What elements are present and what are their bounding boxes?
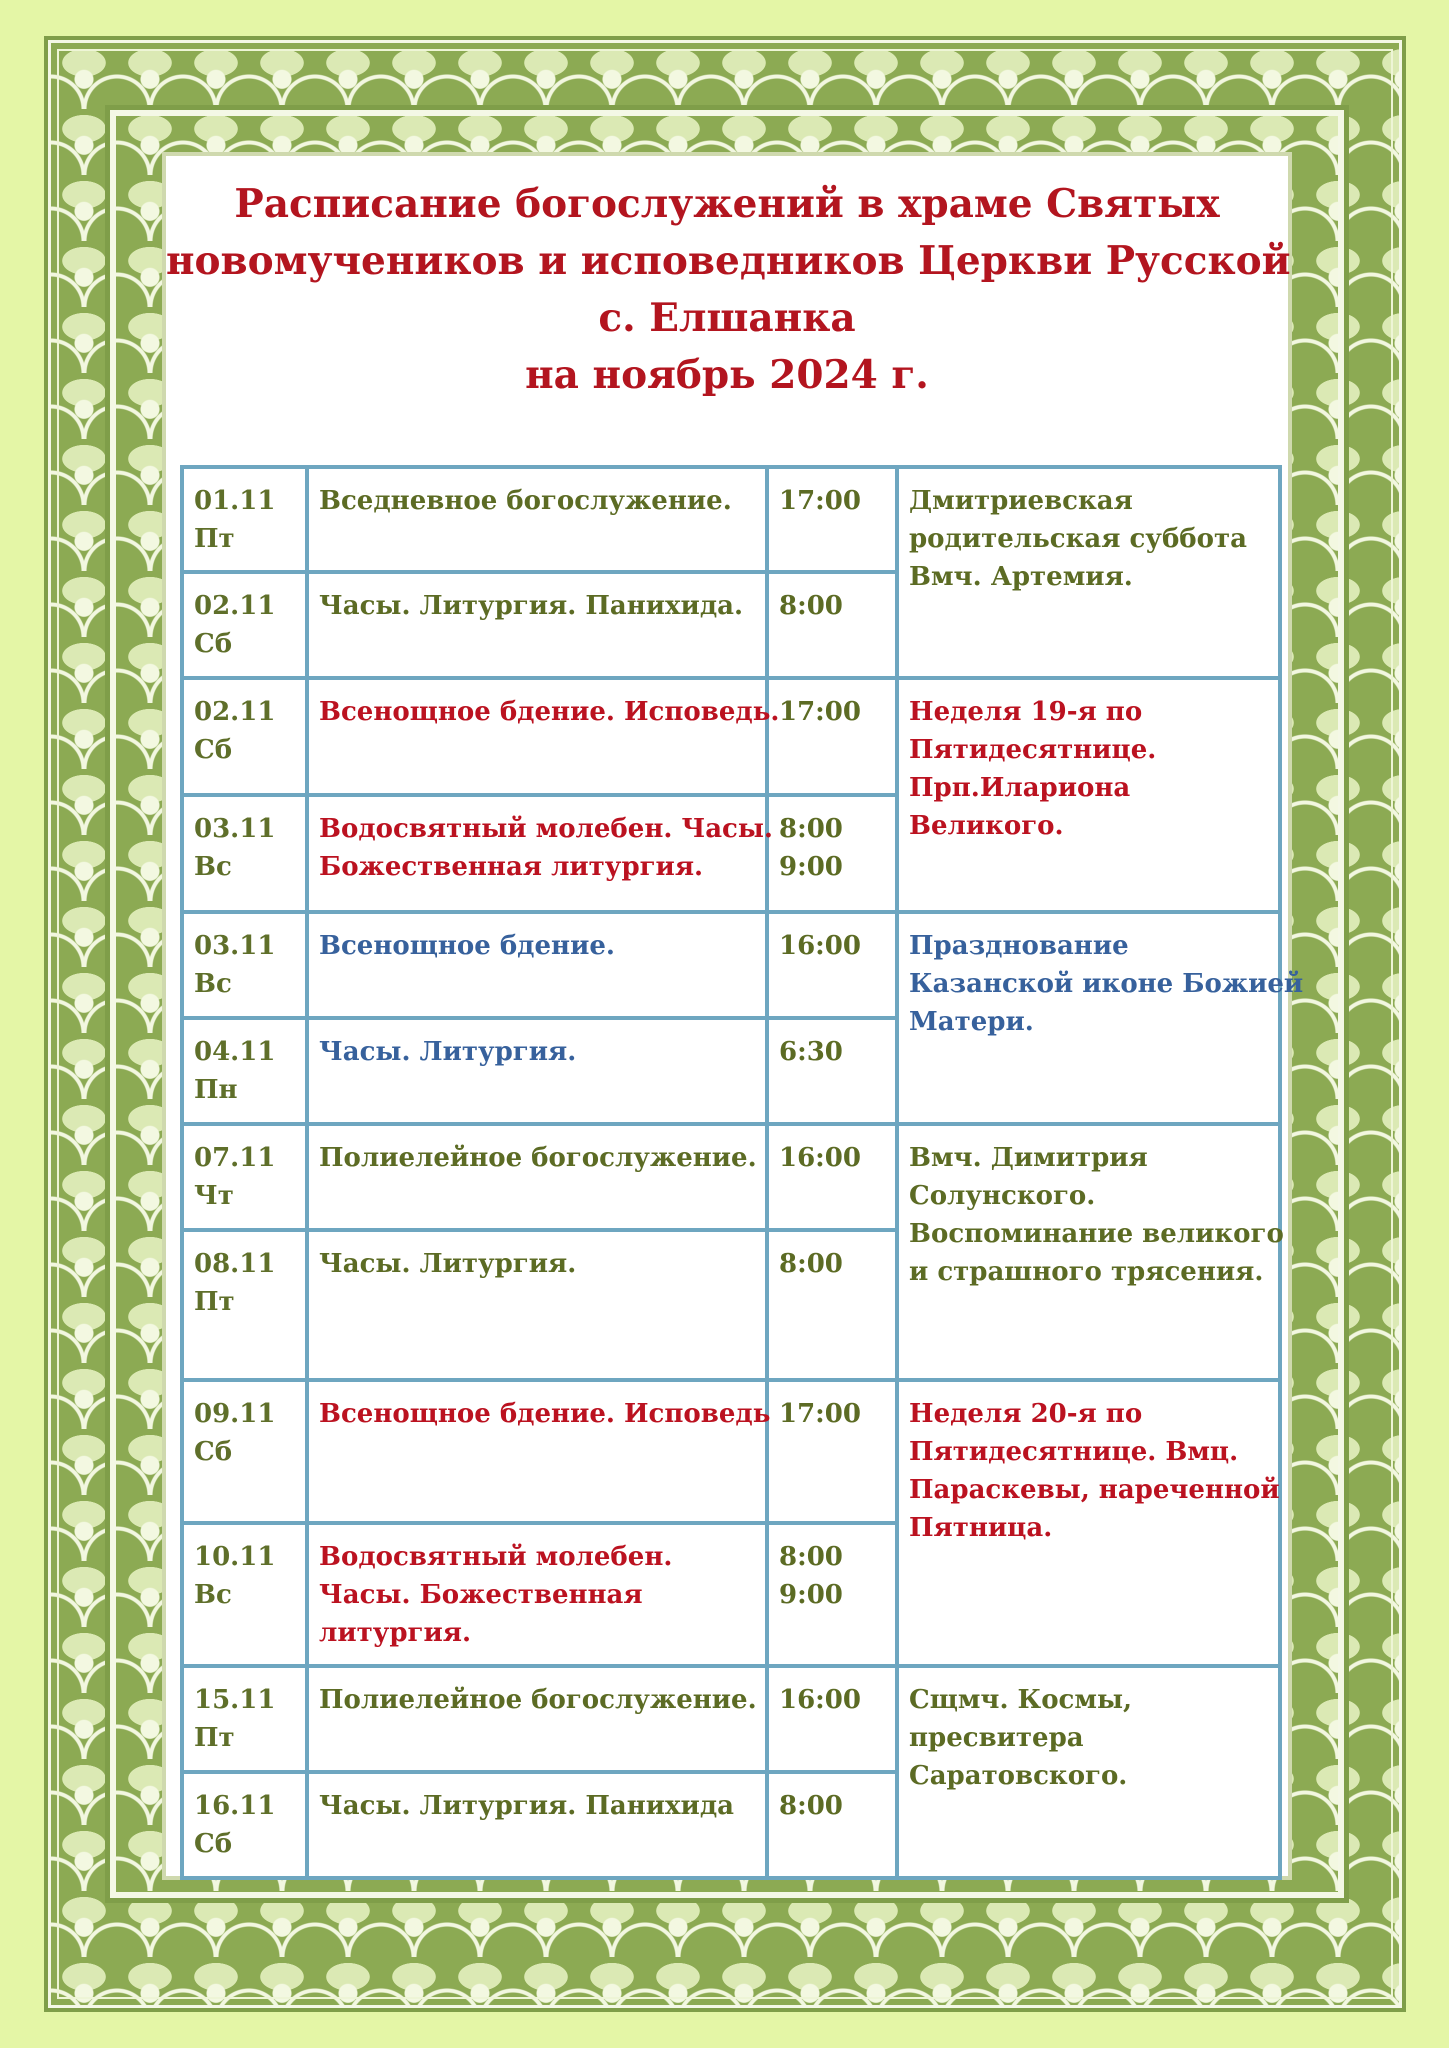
date-value: 01.11 (194, 486, 276, 516)
service-line: Водосвятный молебен. Часы. (319, 814, 773, 844)
service-cell (307, 795, 773, 912)
service-cell (307, 572, 767, 678)
title-line-1: Расписание богослужений в храме Святых (234, 181, 1220, 227)
service-line: Вседневное богослужение. (319, 486, 732, 516)
service-time: 8:00 (779, 1542, 843, 1572)
weekday: Сб (194, 735, 233, 765)
time-cell (767, 795, 897, 912)
date-cell (182, 1380, 307, 1523)
service-line: Часы. Божественная (319, 1580, 643, 1610)
service-line: Божественная литургия. (319, 852, 704, 882)
time-cell (767, 1772, 897, 1878)
feast-line: пресвитера (909, 1723, 1084, 1753)
time-cell (767, 1018, 897, 1124)
weekday: Сб (194, 629, 233, 659)
date-value: 16.11 (194, 1791, 276, 1821)
time-cell (767, 1230, 897, 1380)
weekday: Пн (194, 1075, 238, 1105)
schedule-table (180, 465, 1304, 1880)
weekday: Вс (194, 852, 232, 882)
weekday: Чт (194, 1181, 234, 1211)
date-value: 07.11 (194, 1143, 276, 1173)
service-time: 8:00 (779, 814, 843, 844)
table-row (182, 467, 1280, 572)
service-cell (307, 1230, 767, 1380)
date-cell (182, 467, 307, 572)
feast-cell (897, 678, 1280, 912)
service-time: 17:00 (779, 697, 861, 727)
time-cell (767, 572, 897, 678)
feast-line: Вмч. Артемия. (909, 562, 1133, 592)
service-time: 6:30 (779, 1037, 843, 1067)
weekday: Пт (194, 524, 235, 554)
time-cell (767, 1124, 897, 1230)
service-line: Всенощное бдение. (319, 931, 615, 961)
service-line: Всенощное бдение. Исповедь. (319, 697, 780, 727)
time-cell (767, 678, 897, 795)
service-time: 17:00 (779, 486, 861, 516)
title-line-4: на ноябрь 2024 г. (525, 352, 929, 398)
table-row (182, 1666, 1280, 1772)
service-line: Часы. Литургия. Панихида. (319, 591, 744, 621)
feast-cell (897, 1666, 1280, 1878)
feast-line: Сщмч. Космы, (909, 1685, 1133, 1715)
time-cell (767, 912, 897, 1018)
feast-line: Матери. (909, 1007, 1034, 1037)
table-row (182, 1124, 1280, 1230)
feast-line: и страшного трясения. (909, 1257, 1264, 1287)
feast-line: Вмч. Димитрия (909, 1143, 1148, 1173)
date-cell (182, 1124, 307, 1230)
weekday: Пт (194, 1287, 235, 1317)
service-cell (307, 467, 767, 572)
page-title (166, 176, 1291, 404)
service-time: 16:00 (779, 1143, 861, 1173)
table-row (182, 678, 1280, 795)
feast-cell (897, 1380, 1280, 1666)
service-cell (307, 1018, 767, 1124)
service-time: 9:00 (779, 852, 843, 882)
feast-line: Дмитриевская (909, 486, 1133, 516)
date-value: 02.11 (194, 591, 276, 621)
service-cell (307, 678, 780, 795)
schedule-panel (162, 152, 1304, 1880)
feast-line: Прп.Илариона (909, 773, 1131, 803)
time-cell (767, 1666, 897, 1772)
feast-line: родительская суббота (909, 524, 1247, 554)
date-value: 03.11 (194, 814, 276, 844)
feast-line: Казанской иконе Божией (909, 969, 1304, 999)
feast-line: Саратовского. (909, 1761, 1128, 1791)
feast-cell (897, 1124, 1284, 1380)
service-time: 16:00 (779, 931, 861, 961)
date-value: 09.11 (194, 1399, 276, 1429)
service-cell (307, 1380, 771, 1523)
feast-line: Воспоминание великого (909, 1219, 1284, 1249)
feast-line: Пятидесятнице. Вмц. (909, 1437, 1239, 1467)
service-cell (307, 1124, 767, 1230)
feast-line: Неделя 19-я по (909, 697, 1143, 727)
date-cell (182, 1523, 307, 1666)
weekday: Сб (194, 1437, 233, 1467)
service-cell (307, 912, 767, 1018)
table-row (182, 912, 1280, 1018)
service-line: Часы. Литургия. (319, 1037, 577, 1067)
date-value: 15.11 (194, 1685, 276, 1715)
weekday: Вс (194, 969, 232, 999)
service-line: Полиелейное богослужение. (319, 1685, 757, 1715)
date-cell (182, 1018, 307, 1124)
service-time: 16:00 (779, 1685, 861, 1715)
date-value: 02.11 (194, 697, 276, 727)
feast-cell (897, 912, 1304, 1124)
weekday: Пт (194, 1723, 235, 1753)
date-cell (182, 1230, 307, 1380)
date-cell (182, 795, 307, 912)
feast-line: Пятница. (909, 1513, 1053, 1543)
feast-line: Пятидесятнице. (909, 735, 1157, 765)
feast-line: Неделя 20-я по (909, 1399, 1143, 1429)
weekday: Сб (194, 1829, 233, 1859)
time-cell (767, 1380, 897, 1523)
date-value: 04.11 (194, 1037, 276, 1067)
feast-line: Празднование (909, 931, 1129, 961)
service-time: 8:00 (779, 1249, 843, 1279)
title-line-3: с. Елшанка (598, 295, 856, 341)
table-row (182, 1380, 1280, 1523)
feast-cell (897, 467, 1280, 678)
service-cell (307, 1666, 767, 1772)
date-cell (182, 912, 307, 1018)
service-time: 8:00 (779, 591, 843, 621)
service-line: Всенощное бдение. Исповедь (319, 1399, 771, 1429)
service-line: литургия. (319, 1618, 472, 1648)
service-time: 17:00 (779, 1399, 861, 1429)
date-value: 03.11 (194, 931, 276, 961)
service-cell (307, 1772, 767, 1878)
service-line: Часы. Литургия. Панихида (319, 1791, 734, 1821)
time-cell (767, 467, 897, 572)
time-cell (767, 1523, 897, 1666)
weekday: Вс (194, 1580, 232, 1610)
date-value: 10.11 (194, 1542, 276, 1572)
date-cell (182, 1666, 307, 1772)
service-time: 9:00 (779, 1580, 843, 1610)
service-line: Водосвятный молебен. (319, 1542, 673, 1572)
date-value: 08.11 (194, 1249, 276, 1279)
feast-line: Солунского. (909, 1181, 1096, 1211)
date-cell (182, 572, 307, 678)
schedule-body (182, 467, 1304, 1878)
date-cell (182, 1772, 307, 1878)
date-cell (182, 678, 307, 795)
service-line: Полиелейное богослужение. (319, 1143, 757, 1173)
service-line: Часы. Литургия. (319, 1249, 577, 1279)
feast-line: Параскевы, нареченной (909, 1475, 1280, 1505)
title-line-2: новомучеников и исповедников Церкви Русской (166, 238, 1291, 284)
service-time: 8:00 (779, 1791, 843, 1821)
feast-line: Великого. (909, 811, 1064, 841)
service-cell (307, 1523, 767, 1666)
